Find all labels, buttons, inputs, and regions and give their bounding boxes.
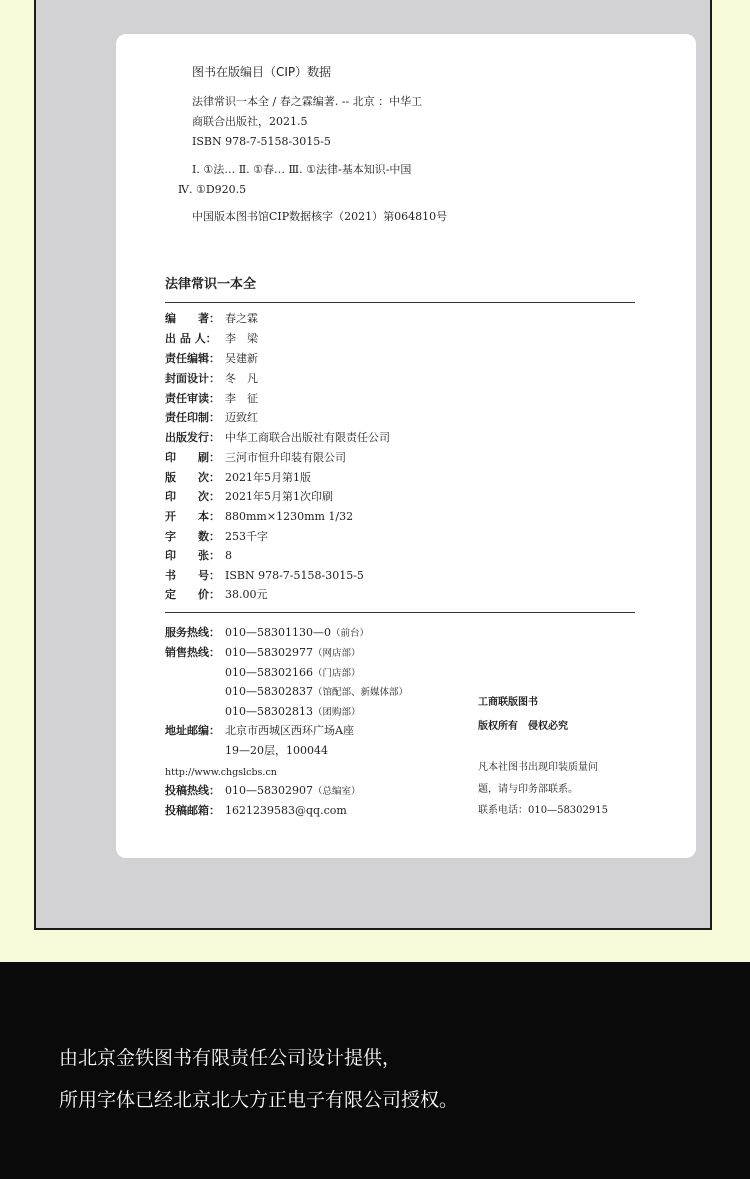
- detail-label: 印 刷：: [165, 451, 220, 464]
- cip-line: Ⅰ. ①法… Ⅱ. ①春… Ⅲ. ①法律-基本知识-中国: [192, 163, 412, 176]
- detail-label: 责任编辑：: [165, 352, 220, 365]
- contact-value: 19—20层，100044: [225, 744, 328, 757]
- detail-row: [165, 490, 333, 504]
- contact-value: 010—58302813: [225, 705, 313, 718]
- detail-label: 字 数：: [165, 530, 220, 543]
- contact-label: 销售热线：: [165, 646, 220, 659]
- contact-value: 北京市西城区西环广场A座: [225, 724, 354, 737]
- detail-value: 迈致红: [225, 411, 258, 424]
- sales-hotline: [225, 705, 361, 720]
- detail-value: 2021年5月第1次印刷: [225, 490, 333, 503]
- contact-label: 地址邮编：: [165, 724, 220, 737]
- detail-row: [165, 392, 258, 406]
- contact-note: （前台）: [330, 628, 369, 639]
- detail-row: [165, 451, 346, 465]
- book-title: 法律常识一本全: [165, 277, 257, 292]
- contact-value: 1621239583@qq.com: [225, 804, 347, 817]
- quality-notice: 联系电话：010—58302915: [478, 805, 608, 816]
- detail-label: 印 次：: [165, 490, 220, 503]
- detail-label: 责任印制：: [165, 411, 220, 424]
- detail-row: [165, 588, 268, 602]
- detail-row: [165, 530, 268, 544]
- contact-label: 投稿邮箱：: [165, 804, 220, 817]
- detail-value: 8: [225, 549, 232, 562]
- contact-note: （总编室）: [312, 786, 361, 797]
- contact-value: 010—58302166: [225, 666, 313, 679]
- contact-value: 010—58302837: [225, 685, 313, 698]
- contact-value: 010—58301130—0: [225, 626, 331, 639]
- submission-hotline: [165, 784, 361, 799]
- cip-line: 商联合出版社，2021.5: [192, 115, 308, 128]
- detail-value: 880mm×1230mm 1/32: [225, 510, 354, 523]
- footer-text: 由北京金铁图书有限责任公司设计提供，: [59, 1047, 402, 1069]
- cip-line: 中国版本图书馆CIP数据核字（2021）第064810号: [192, 210, 448, 223]
- copyright-page: [116, 34, 696, 858]
- contact-label: 服务热线：: [165, 626, 220, 639]
- detail-row: [165, 411, 258, 425]
- detail-value: 38.00元: [225, 588, 268, 601]
- detail-value: 中华工商联合出版社有限责任公司: [225, 431, 390, 444]
- detail-row: [165, 372, 258, 386]
- copyright-notice: 版权所有 侵权必究: [478, 721, 568, 732]
- contact-note: （馆配部、新媒体部）: [312, 687, 408, 698]
- service-hotline: [165, 626, 369, 641]
- detail-value: 三河市恒升印装有限公司: [225, 451, 346, 464]
- cip-line: ISBN 978-7-5158-3015-5: [192, 135, 331, 148]
- page-frame: [34, 0, 712, 930]
- detail-label: 书 号：: [165, 569, 220, 582]
- detail-value: 春之霖: [225, 312, 258, 325]
- font-credit-footer: [0, 962, 750, 1179]
- website-link[interactable]: http://www.chgslcbs.cn: [165, 767, 277, 778]
- contact-note: （门店部）: [312, 668, 361, 679]
- detail-value: 李 征: [225, 392, 258, 405]
- quality-notice: 凡本社图书出现印装质量问: [478, 762, 598, 773]
- detail-label: 出 品 人：: [165, 332, 217, 345]
- detail-row: [165, 352, 258, 366]
- detail-row: [165, 510, 353, 524]
- address-row: [225, 744, 328, 758]
- detail-value: 吴建新: [225, 352, 258, 365]
- contact-value: 010—58302907: [225, 784, 313, 797]
- contact-value: 010—58302977: [225, 646, 313, 659]
- address-row: [165, 724, 354, 738]
- contact-note: （团购部）: [312, 707, 361, 718]
- detail-label: 定 价：: [165, 588, 220, 601]
- detail-row: [165, 431, 390, 445]
- detail-value: 2021年5月第1版: [225, 471, 311, 484]
- detail-value: 李 梁: [225, 332, 258, 345]
- detail-row: [165, 332, 258, 346]
- sales-hotline: [165, 646, 361, 661]
- detail-value: ISBN 978-7-5158-3015-5: [225, 569, 364, 582]
- contact-note: （网店部）: [312, 648, 361, 659]
- cip-line: Ⅳ. ①D920.5: [178, 183, 247, 196]
- divider: [165, 302, 635, 303]
- detail-row: [165, 569, 364, 583]
- website: [165, 765, 277, 780]
- sales-hotline: [225, 685, 408, 700]
- detail-label: 开 本：: [165, 510, 220, 523]
- detail-row: [165, 471, 311, 485]
- cip-heading: 图书在版编目（CIP）数据: [192, 65, 332, 79]
- footer-text: 所用字体已经北京北大方正电子有限公司授权。: [59, 1089, 459, 1111]
- detail-row: [165, 312, 258, 326]
- detail-label: 编 著：: [165, 312, 220, 325]
- sales-hotline: [225, 666, 361, 681]
- detail-row: [165, 549, 232, 563]
- divider: [165, 612, 635, 613]
- detail-value: 253千字: [225, 530, 268, 543]
- detail-label: 责任审读：: [165, 392, 220, 405]
- detail-value: 冬 凡: [225, 372, 258, 385]
- quality-notice: 题，请与印务部联系。: [478, 784, 578, 795]
- cip-line: 法律常识一本全 / 春之霖编著. -- 北京 ：中华工: [192, 95, 423, 108]
- contact-label: 投稿热线：: [165, 784, 220, 797]
- publisher-mark: 工商联版图书: [478, 697, 538, 708]
- detail-label: 版 次：: [165, 471, 220, 484]
- detail-label: 印 张：: [165, 549, 220, 562]
- detail-label: 封面设计：: [165, 372, 220, 385]
- detail-label: 出版发行：: [165, 431, 220, 444]
- submission-email: [165, 804, 347, 818]
